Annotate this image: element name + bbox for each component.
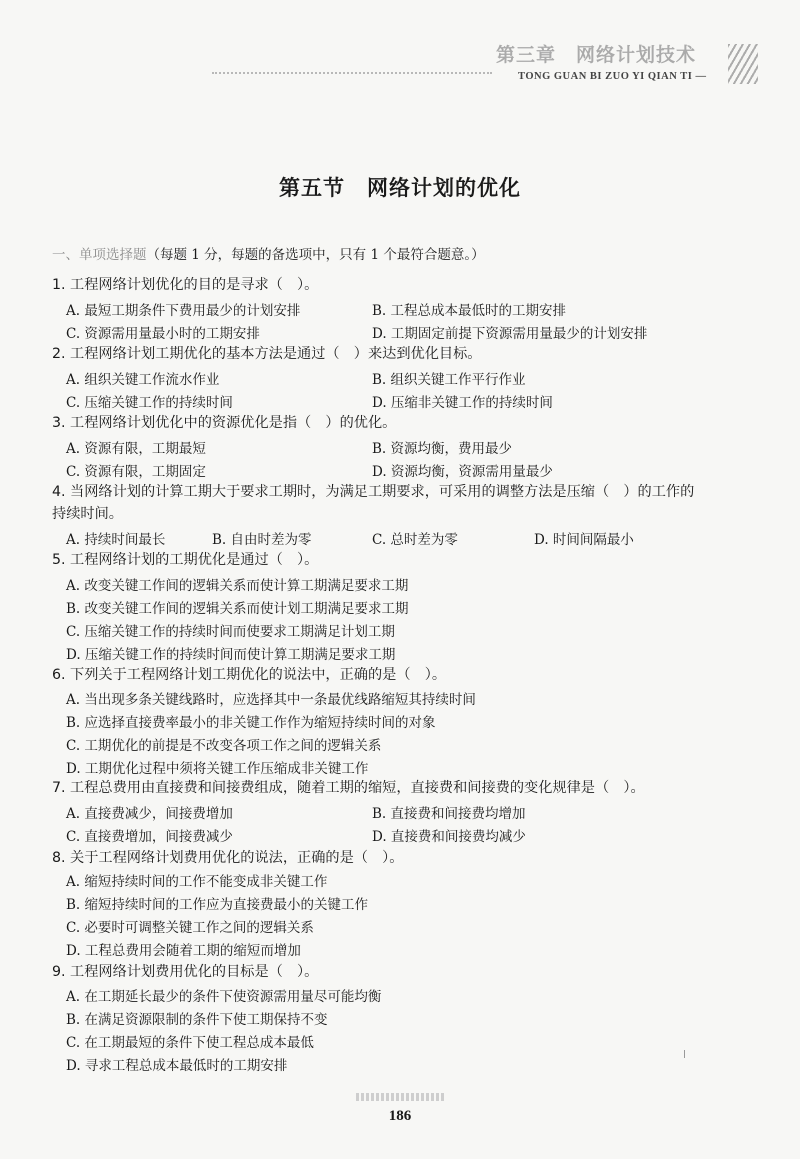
option-c: C. 必要时可调整关键工作之间的逻辑关系 bbox=[66, 920, 314, 936]
option-a: A. 资源有限，工期最短 bbox=[66, 441, 206, 457]
page-header bbox=[0, 30, 800, 90]
option-b: B. 工程总成本最低时的工期安排 bbox=[372, 303, 567, 319]
option-a: A. 持续时间最长 bbox=[66, 532, 166, 548]
question-stem: 3. 工程网络计划优化中的资源优化是指（ ）的优化。 bbox=[52, 415, 397, 431]
option-c: C. 总时差为零 bbox=[372, 532, 458, 548]
header-dotted-rule bbox=[212, 70, 492, 74]
option-c: C. 压缩关键工作的持续时间而使要求工期满足计划工期 bbox=[66, 624, 395, 640]
question-stem-continued: 持续时间。 bbox=[52, 506, 123, 522]
option-d: D. 压缩关键工作的持续时间而使计算工期满足要求工期 bbox=[66, 647, 396, 663]
question-stem: 1. 工程网络计划优化的目的是寻求（ ）。 bbox=[52, 277, 319, 293]
option-a: A. 在工期延长最少的条件下使资源需用量尽可能均衡 bbox=[66, 989, 382, 1005]
option-c: C. 工期优化的前提是不改变各项工作之间的逻辑关系 bbox=[66, 738, 382, 754]
instruction-text: （每题 1 分，每题的备选项中，只有 1 个最符合题意。） bbox=[146, 247, 485, 263]
option-d: D. 时间间隔最小 bbox=[534, 532, 634, 548]
option-d: D. 工期优化过程中须将关键工作压缩成非关键工作 bbox=[66, 761, 369, 777]
question-stem: 8. 关于工程网络计划费用优化的说法，正确的是（ ）。 bbox=[52, 850, 404, 866]
header-stripe-decoration bbox=[728, 44, 758, 84]
option-c: C. 在工期最短的条件下使工程总成本最低 bbox=[66, 1035, 314, 1051]
option-b: B. 自由时差为零 bbox=[212, 532, 312, 548]
header-subtitle: TONG GUAN BI ZUO YI QIAN TI — bbox=[518, 71, 707, 82]
option-a: A. 组织关键工作流水作业 bbox=[66, 372, 220, 388]
option-b: B. 组织关键工作平行作业 bbox=[372, 372, 526, 388]
option-c: C. 压缩关键工作的持续时间 bbox=[66, 395, 233, 411]
option-d: D. 工程总费用会随着工期的缩短而增加 bbox=[66, 943, 301, 959]
option-d: D. 压缩非关键工作的持续时间 bbox=[372, 395, 553, 411]
option-a: A. 直接费减少，间接费增加 bbox=[66, 806, 233, 822]
option-a: A. 改变关键工作间的逻辑关系而使计算工期满足要求工期 bbox=[66, 578, 409, 594]
question-stem: 2. 工程网络计划工期优化的基本方法是通过（ ）来达到优化目标。 bbox=[52, 346, 482, 362]
option-d: D. 资源均衡，资源需用量最少 bbox=[372, 464, 553, 480]
question-stem: 9. 工程网络计划费用优化的目标是（ ）。 bbox=[52, 964, 319, 980]
instruction-line bbox=[52, 243, 485, 263]
section-title: 第五节 网络计划的优化 bbox=[279, 176, 521, 200]
question-stem: 6. 下列关于工程网络计划工期优化的说法中，正确的是（ ）。 bbox=[52, 667, 447, 683]
option-c: C. 资源有限，工期固定 bbox=[66, 464, 206, 480]
option-d: D. 工期固定前提下资源需用量最少的计划安排 bbox=[372, 326, 648, 342]
margin-mark bbox=[684, 1050, 685, 1058]
option-d: D. 直接费和间接费均减少 bbox=[372, 829, 526, 845]
option-a: A. 缩短持续时间的工作不能变成非关键工作 bbox=[66, 874, 328, 890]
option-a: A. 当出现多条关键线路时，应选择其中一条最优线路缩短其持续时间 bbox=[66, 692, 476, 708]
page-number: 186 bbox=[388, 1108, 412, 1124]
option-b: B. 在满足资源限制的条件下使工期保持不变 bbox=[66, 1012, 328, 1028]
chapter-title: 第三章 网络计划技术 bbox=[496, 44, 697, 66]
question-stem: 4. 当网络计划的计算工期大于要求工期时，为满足工期要求，可采用的调整方法是压缩（ ）的工作的 bbox=[52, 484, 695, 500]
option-c: C. 资源需用量最小时的工期安排 bbox=[66, 326, 260, 342]
page-number-decoration bbox=[356, 1093, 444, 1101]
option-d: D. 寻求工程总成本最低时的工期安排 bbox=[66, 1058, 288, 1074]
option-b: B. 资源均衡，费用最少 bbox=[372, 441, 513, 457]
question-stem: 7. 工程总费用由直接费和间接费组成，随着工期的缩短，直接费和间接费的变化规律是（ ）。 bbox=[52, 780, 645, 796]
option-a: A. 最短工期条件下费用最少的计划安排 bbox=[66, 303, 301, 319]
option-b: B. 应选择直接费率最小的非关键工作作为缩短持续时间的对象 bbox=[66, 715, 436, 731]
instruction-lead: 一、单项选择题 bbox=[52, 247, 147, 263]
option-b: B. 改变关键工作间的逻辑关系而使计划工期满足要求工期 bbox=[66, 601, 409, 617]
option-c: C. 直接费增加，间接费减少 bbox=[66, 829, 233, 845]
question-stem: 5. 工程网络计划的工期优化是通过（ ）。 bbox=[52, 552, 319, 568]
option-b: B. 缩短持续时间的工作应为直接费最小的关键工作 bbox=[66, 897, 369, 913]
option-b: B. 直接费和间接费均增加 bbox=[372, 806, 526, 822]
